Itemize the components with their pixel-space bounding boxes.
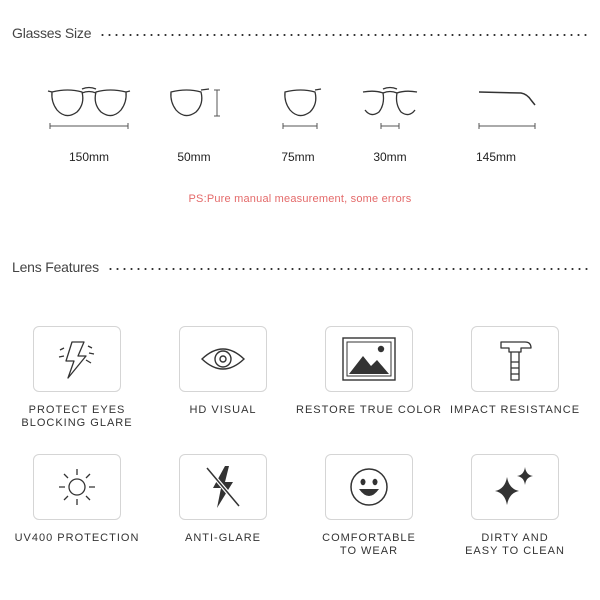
lens-features-header xyxy=(12,257,588,277)
size-label-75: 75mm xyxy=(281,150,315,164)
feature-label: UV400 PROTECTION xyxy=(14,532,140,544)
dotted-divider xyxy=(99,34,588,36)
feature-label: COMFORTABLE TO WEAR xyxy=(322,532,416,557)
feature-icon-box xyxy=(325,454,413,520)
smiley-face-icon xyxy=(347,465,391,509)
bridge-width-icon xyxy=(345,80,435,130)
lens-height-icon xyxy=(149,80,239,130)
feature-protect-eyes xyxy=(2,326,152,430)
hammer-icon xyxy=(495,334,535,384)
eye-icon xyxy=(198,339,248,379)
lightning-shield-icon xyxy=(54,336,100,382)
feature-label: IMPACT RESISTANCE xyxy=(449,404,581,416)
size-item-bridge-width xyxy=(330,80,450,130)
feature-impact-resistance xyxy=(440,326,590,417)
size-label-50: 50mm xyxy=(177,150,211,164)
feature-uv400 xyxy=(2,454,152,545)
aviator-front-icon xyxy=(44,80,134,130)
size-item-total-width xyxy=(29,80,149,130)
anti-glare-icon xyxy=(201,462,245,512)
feature-label: PROTECT EYES BLOCKING GLARE xyxy=(21,404,133,429)
temple-length-icon xyxy=(451,80,541,130)
feature-icon-box xyxy=(179,454,267,520)
feature-hd-visual xyxy=(148,326,298,417)
size-label-150: 150mm xyxy=(68,150,109,164)
size-label-30: 30mm xyxy=(373,150,407,164)
feature-label: DIRTY AND EASY TO CLEAN xyxy=(465,532,565,557)
feature-icon-box xyxy=(179,326,267,392)
glasses-size-header xyxy=(12,23,588,43)
size-item-temple-length xyxy=(436,80,556,130)
feature-anti-glare xyxy=(148,454,298,545)
feature-icon-box xyxy=(471,326,559,392)
feature-icon-box xyxy=(471,454,559,520)
sparkle-icon xyxy=(491,463,539,511)
section-title-glasses-size: Glasses Size xyxy=(12,25,92,41)
feature-label: HD VISUAL xyxy=(189,404,257,416)
sun-icon xyxy=(55,465,99,509)
feature-icon-box xyxy=(33,454,121,520)
feature-true-color xyxy=(294,326,444,417)
feature-easy-clean xyxy=(440,454,590,558)
measurement-note: PS:Pure manual measurement, some errors xyxy=(188,193,412,205)
feature-comfortable xyxy=(294,454,444,558)
feature-icon-box xyxy=(325,326,413,392)
landscape-picture-icon xyxy=(341,336,397,382)
dotted-divider xyxy=(107,268,588,270)
feature-label: RESTORE TRUE COLOR xyxy=(296,404,442,416)
section-title-lens-features: Lens Features xyxy=(12,259,99,275)
size-item-lens-height xyxy=(134,80,254,130)
size-label-145: 145mm xyxy=(475,150,516,164)
feature-icon-box xyxy=(33,326,121,392)
feature-label: ANTI-GLARE xyxy=(184,532,261,544)
